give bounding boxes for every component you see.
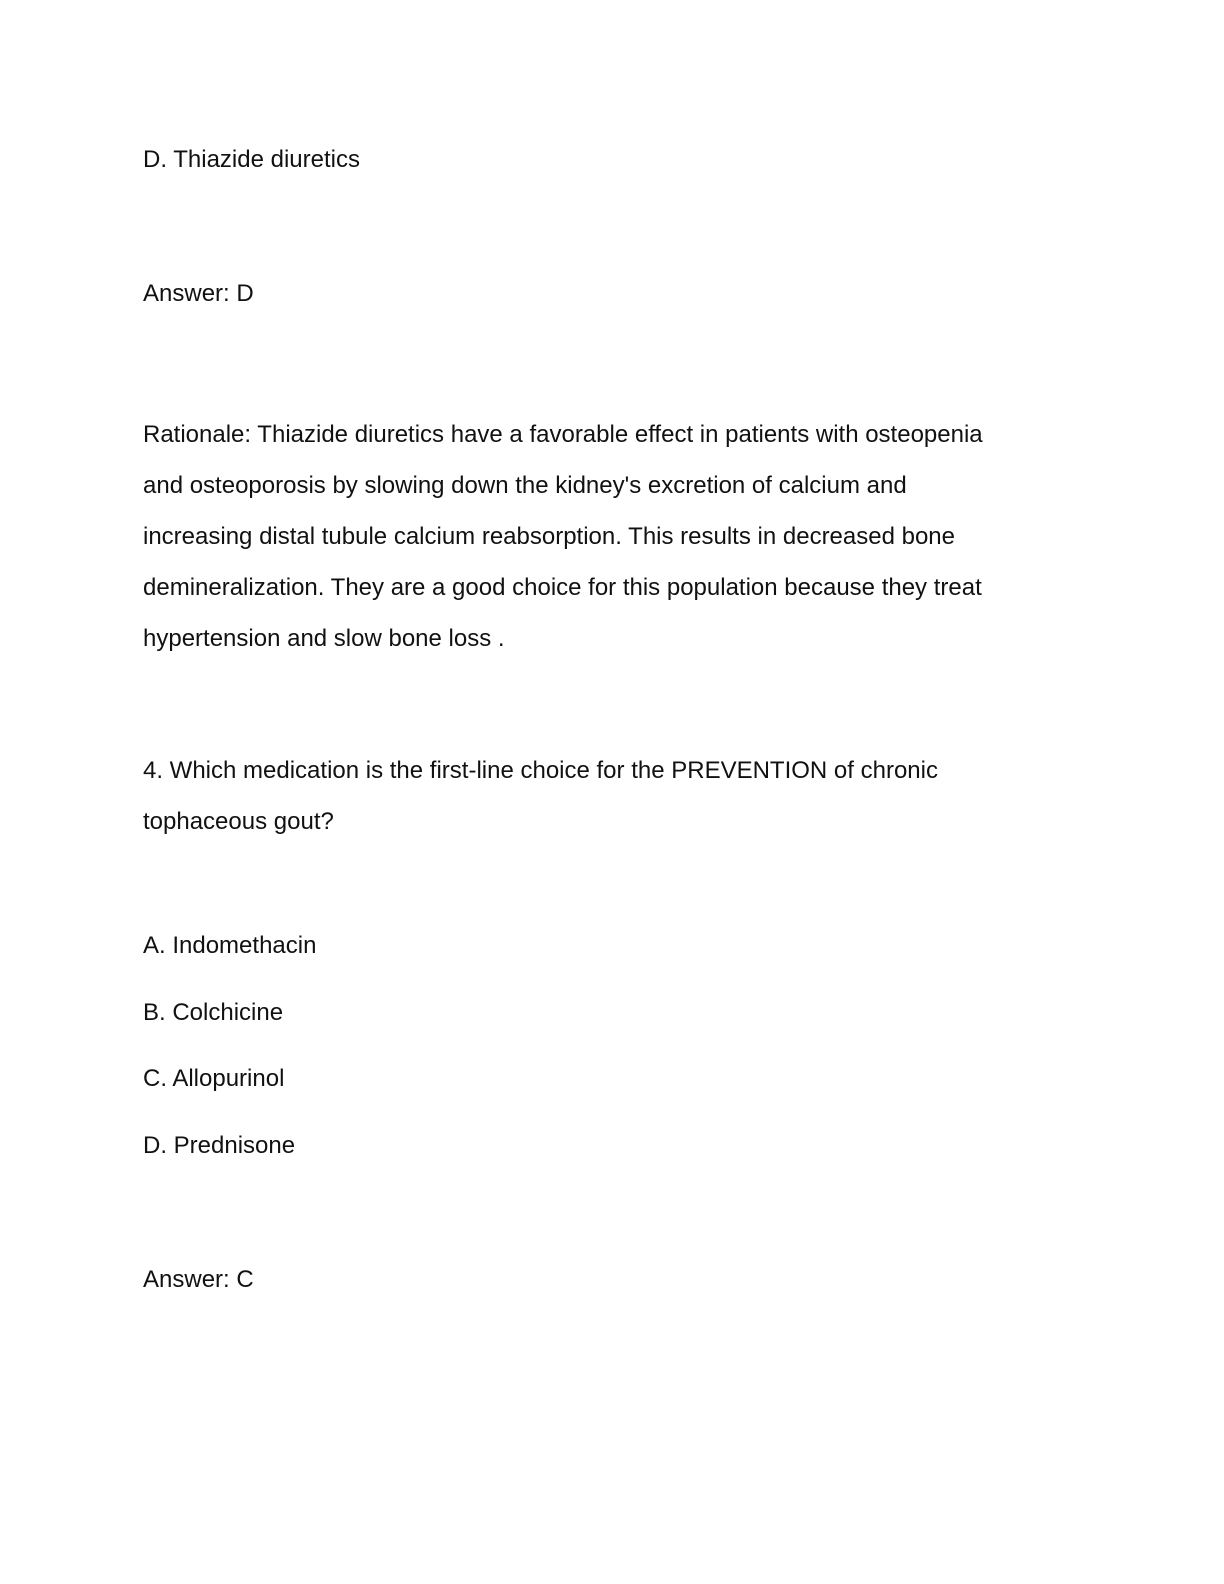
option-a: A. Indomethacin — [143, 932, 317, 959]
option-d: D. Prednisone — [143, 1132, 296, 1159]
rationale-line: hypertension and slow bone loss . — [143, 625, 505, 652]
rationale-line: and osteoporosis by slowing down the kidney's excretion of calcium and — [143, 472, 907, 499]
option-d-prev: D. Thiazide diuretics — [143, 146, 360, 173]
option-b: B. Colchicine — [143, 999, 284, 1026]
rationale-line: increasing distal tubule calcium reabsorption. This results in decreased bone — [143, 523, 956, 550]
answer-prev: Answer: D — [143, 280, 254, 307]
question-stem-line: tophaceous gout? — [143, 808, 334, 835]
rationale-paragraph — [143, 409, 1063, 664]
question-4-stem — [143, 745, 1063, 847]
rationale-line: demineralization. They are a good choice for this population because they treat — [143, 574, 982, 601]
question-stem-line: 4. Which medication is the first-line choice for the PREVENTION of chronic — [143, 757, 938, 784]
answer-4: Answer: C — [143, 1266, 254, 1293]
rationale-line: Rationale: Thiazide diuretics have a favorable effect in patients with osteopenia — [143, 421, 983, 448]
option-c: C. Allopurinol — [143, 1065, 285, 1092]
